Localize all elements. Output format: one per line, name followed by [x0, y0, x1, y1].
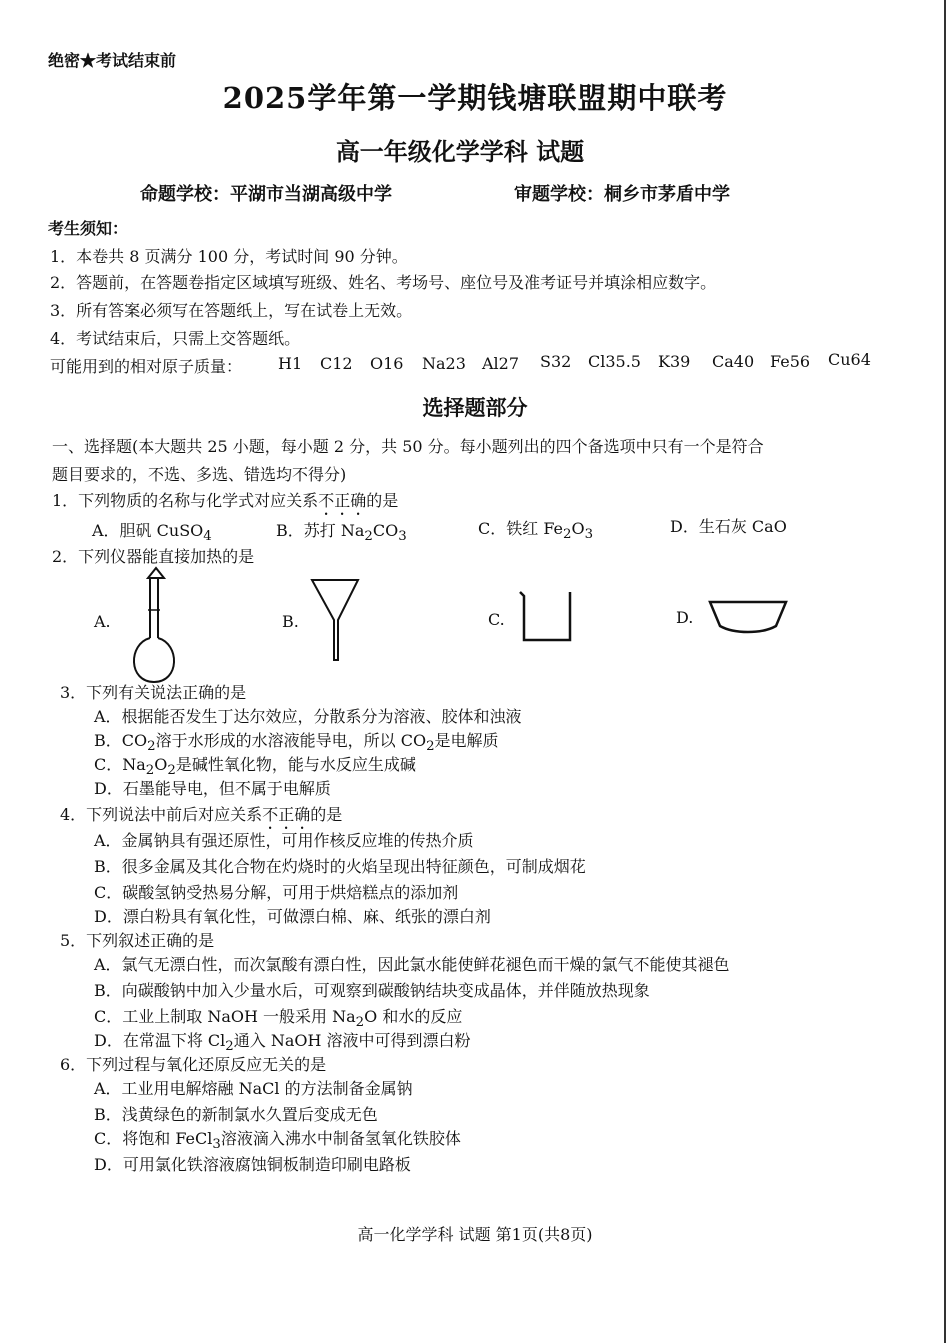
- page-footer: 高一化学学科 试题 第1页(共8页): [357, 1225, 593, 1244]
- q2-label-b: B.: [282, 612, 299, 631]
- q1-option-a: A．胆矾 CuSO$_4$: [92, 521, 212, 545]
- volumetric-flask-icon: [126, 560, 182, 686]
- q3-option-d: D．石墨能导电，但不属于电解质: [94, 779, 331, 798]
- q4-option-c: C．碳酸氢钠受热易分解，可用于烘焙糕点的添加剂: [94, 883, 459, 902]
- q1-option-c: C．铁红 $Fe_2O_3$: [478, 519, 594, 543]
- q2-label-a: A.: [94, 612, 111, 631]
- q5-option-c: C．工业上制取 NaOH 一般采用 $Na_2O$ 和水的反应: [94, 1007, 463, 1031]
- atomic-mass: O16: [370, 354, 404, 373]
- question-1-stem: 1．下列物质的名称与化学式对应关系不正确的是: [52, 491, 399, 510]
- exam-subtitle: 高一年级化学学科 试题: [335, 137, 585, 166]
- atomic-mass: Fe56: [770, 352, 811, 371]
- atomic-mass: Na23: [422, 354, 466, 373]
- atomic-mass: S32: [540, 352, 572, 371]
- emphasis-text: 不正确: [262, 805, 311, 824]
- atomic-mass: Cl35.5: [588, 352, 641, 371]
- q5-option-b: B．向碳酸钠中加入少量水后，可观察到碳酸钠结块变成晶体，并伴随放热现象: [94, 981, 650, 1000]
- q4-option-d: D．漂白粉具有氧化性，可做漂白棉、麻、纸张的漂白剂: [94, 907, 491, 926]
- q3-option-c: C．$Na_2O_2$是碱性氧化物，能与水反应生成碱: [94, 755, 416, 779]
- q1-option-b: B．苏打 $Na_2CO_3$: [276, 521, 407, 545]
- notice-item: 2．答题前，在答题卷指定区域填写班级、姓名、考场号、座位号及准考证号并填涂相应数字。: [50, 273, 717, 292]
- section-intro: 题目要求的，不选、多选、错选均不得分): [52, 465, 347, 484]
- q3-option-b: B．$CO_2$溶于水形成的水溶液能导电，所以 $CO_2$是电解质: [94, 731, 499, 755]
- question-3-stem: 3．下列有关说法正确的是: [60, 683, 247, 702]
- reviewer-school: 审题学校：桐乡市茅盾中学: [514, 184, 730, 205]
- funnel-icon: [308, 576, 362, 662]
- q5-option-a: A．氯气无漂白性，而次氯酸有漂白性，因此氯水能使鲜花褪色而干燥的氯气不能使其褪色: [94, 955, 730, 974]
- notice-item: 1．本卷共 8 页满分 100 分，考试时间 90 分钟。: [50, 247, 408, 266]
- atomic-mass-label: 可能用到的相对原子质量：: [50, 357, 243, 376]
- q1-option-d: D．生石灰 CaO: [670, 517, 787, 536]
- q6-option-a: A．工业用电解熔融 NaCl 的方法制备金属钠: [94, 1079, 413, 1098]
- question-4-stem: 4．下列说法中前后对应关系不正确的是: [60, 805, 343, 824]
- q5-option-d: D．在常温下将 $Cl_2$通入 NaOH 溶液中可得到漂白粉: [94, 1031, 471, 1055]
- confidential-mark: 绝密★考试结束前: [48, 51, 177, 70]
- question-2-stem: 2．下列仪器能直接加热的是: [52, 547, 255, 566]
- emphasis-text: 不正确: [318, 491, 367, 510]
- q6-option-b: B．浅黄绿色的新制氯水久置后变成无色: [94, 1105, 378, 1124]
- section-title: 选择题部分: [422, 395, 528, 420]
- atomic-mass: Al27: [482, 354, 520, 373]
- notice-item: 3．所有答案必须写在答题纸上，写在试卷上无效。: [50, 301, 413, 320]
- q6-option-d: D．可用氯化铁溶液腐蚀铜板制造印刷电路板: [94, 1155, 411, 1174]
- q2-label-d: D.: [676, 608, 694, 627]
- q4-option-a: A．金属钠具有强还原性，可用作核反应堆的传热介质: [94, 831, 474, 850]
- q2-label-c: C.: [488, 610, 505, 629]
- q6-option-c: C．将饱和 FeCl$_3$溶液滴入沸水中制备氢氧化铁胶体: [94, 1129, 461, 1153]
- evaporating-dish-icon: [706, 596, 790, 636]
- scan-edge-line: [944, 0, 946, 1343]
- question-5-stem: 5．下列叙述正确的是: [60, 931, 215, 950]
- atomic-mass: C12: [320, 354, 353, 373]
- atomic-mass: K39: [658, 352, 691, 371]
- question-6-stem: 6．下列过程与氧化还原反应无关的是: [60, 1055, 327, 1074]
- atomic-mass: Ca40: [712, 352, 755, 371]
- beaker-icon: [516, 586, 578, 646]
- q3-option-a: A．根据能否发生丁达尔效应，分散系分为溶液、胶体和浊液: [94, 707, 522, 726]
- exam-title: 2025学年第一学期钱塘联盟期中联考: [222, 81, 728, 115]
- notice-item: 4．考试结束后，只需上交答题纸。: [50, 329, 301, 348]
- section-intro: 一、选择题(本大题共 25 小题，每小题 2 分，共 50 分。每小题列出的四个备选项中只有一个是符合: [52, 437, 764, 456]
- atomic-mass: Cu64: [828, 350, 871, 369]
- atomic-mass: H1: [278, 354, 303, 373]
- q4-option-b: B．很多金属及其化合物在灼烧时的火焰呈现出特征颜色，可制成烟花: [94, 857, 586, 876]
- setter-school: 命题学校：平湖市当湖高级中学: [140, 184, 392, 205]
- notice-heading: 考生须知：: [48, 219, 129, 238]
